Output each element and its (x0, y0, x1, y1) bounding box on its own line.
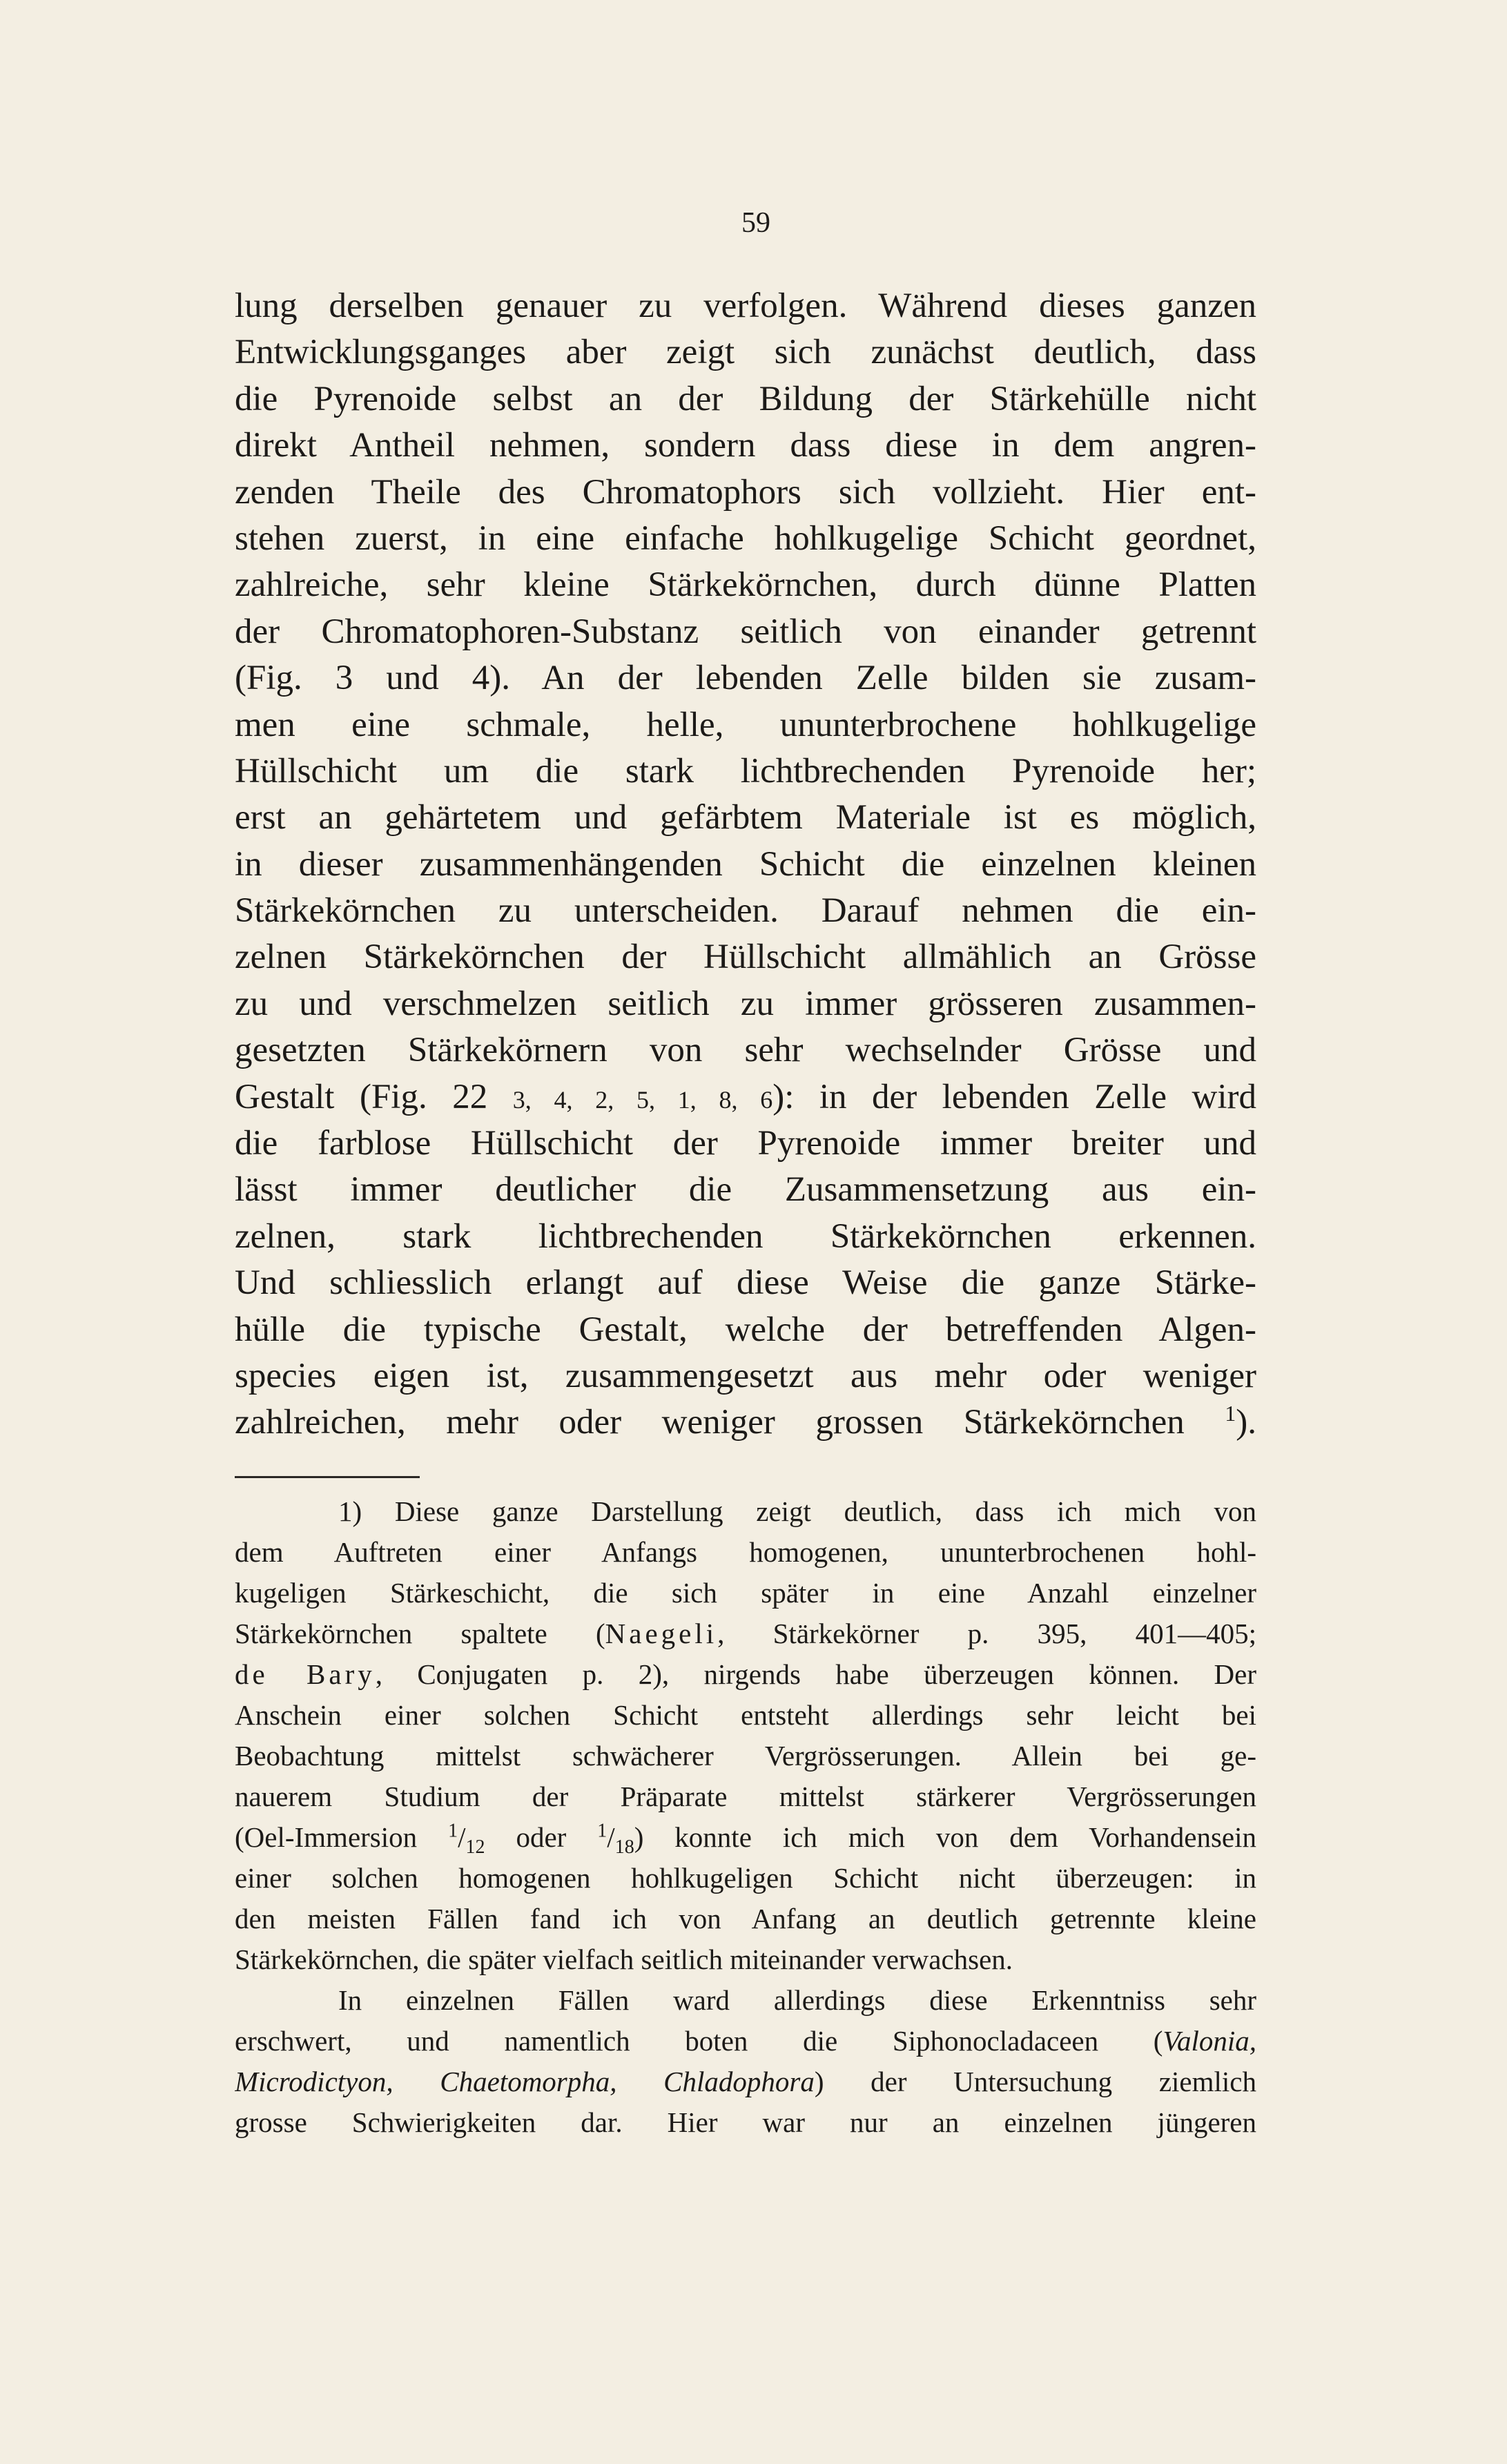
author-name-debary: de Bary (235, 1658, 376, 1690)
footnote-line: (Oel-Immersion $^1/_{12}$ oder $^1/_{18}$) konnte ich mich von dem Vorhandensein (235, 1820, 1256, 1858)
main-text-block (235, 283, 1256, 1446)
footnote-line: nauerem Studium der Präparate mittelst stärkerer Vergrösserungen (235, 1781, 1256, 1812)
author-name-naegeli: Naegeli (605, 1618, 718, 1649)
text-line: Entwicklungsganges aber zeigt sich zunächst deutlich, dass (235, 333, 1256, 372)
footnote-text: oder (485, 1821, 598, 1853)
text-line: zelnen, stark lichtbrechenden Stärkekörnchen erkennen. (235, 1216, 1256, 1256)
text-line: lässt immer deutlicher die Zusammensetzung aus ein- (235, 1170, 1256, 1210)
fraction-denominator: 18 (614, 1836, 634, 1858)
footnote-text: erschwert, und namentlich boten die Siphonocladaceen ( (235, 2025, 1163, 2057)
line-end: ). (1236, 1403, 1256, 1442)
text-line: Hüllschicht um die stark lichtbrechenden Pyrenoide her; (235, 751, 1256, 790)
footnote-line: den meisten Fällen fand ich von Anfang an deutlich getrennte kleine (235, 1903, 1256, 1934)
footnote-text: , Conjugaten p. 2), nirgends habe überzeugen können. Der (375, 1658, 1256, 1690)
footnote-line (235, 1654, 1256, 1695)
footnote-line: In einzelnen Fällen ward allerdings diese Erkenntniss sehr (338, 1984, 1256, 2016)
footnote-line: grosse Schwierigkeiten dar. Hier war nur an einzelnen jüngeren (235, 2106, 1256, 2138)
footnote-line (235, 2021, 1256, 2062)
line-text: zahlreichen, mehr oder weniger grossen Stärkekörnchen (235, 1403, 1185, 1442)
text-line: gesetzten Stärkekörnern von sehr wechselnder Grösse und (235, 1031, 1256, 1070)
text-line-figure-ref (235, 1074, 1256, 1121)
footnote-text: ) der Untersuchung ziemlich (814, 2066, 1256, 2097)
fraction-numerator: 1 (597, 1820, 607, 1842)
text-line: zu und verschmelzen seitlich zu immer grösseren zusammen- (235, 984, 1256, 1023)
footnote-block (235, 1491, 1256, 2143)
figure-subnumbers: 3, 4, 2, 5, 1, 8, 6 (512, 1085, 773, 1114)
text-line: erst an gehärtetem und gefärbtem Materiale ist es möglich, (235, 798, 1256, 837)
text-line: lung derselben genauer zu verfolgen. Während dieses ganzen (235, 287, 1256, 325)
text-line: men eine schmale, helle, ununterbrochene hohlkugelige (235, 705, 1256, 744)
text-line: stehen zuerst, in eine einfache hohlkugelige Schicht geordnet, (235, 518, 1256, 558)
text-line: zelnen Stärkekörnchen der Hüllschicht allmählich an Grösse (235, 938, 1256, 977)
footnote-text: Stärkekörnchen spaltete ( (235, 1618, 605, 1649)
footnote-text: ) konnte ich mich von dem Vorhandensein (634, 1821, 1256, 1853)
line-end: ): in der lebenden Zelle wird (772, 1077, 1256, 1116)
fraction-denominator: 12 (465, 1836, 485, 1858)
text-line: hülle die typische Gestalt, welche der betreffenden Algen- (235, 1310, 1256, 1349)
text-line: Stärkekörnchen zu unterscheiden. Darauf nehmen die ein- (235, 891, 1256, 931)
text-line: direkt Antheil nehmen, sondern dass diese in dem angren- (235, 426, 1256, 465)
line-start: Gestalt (Fig. 22 (235, 1077, 488, 1116)
text-line: die farblose Hüllschicht der Pyrenoide immer breiter und (235, 1124, 1256, 1163)
taxon-names: Microdictyon, Chaetomorpha, Chladophora (235, 2066, 815, 2097)
taxon-name: Valonia, (1163, 2025, 1256, 2057)
text-line: zenden Theile des Chromatophors sich vollzieht. Hier ent- (235, 472, 1256, 512)
footnote-line: Beobachtung mittelst schwächerer Vergrösserungen. Allein bei ge- (235, 1740, 1256, 1772)
footnote-separator (235, 1476, 420, 1478)
text-line-last (235, 1399, 1256, 1446)
text-line: der Chromatophoren-Substanz seitlich von einander getrennt (235, 612, 1256, 651)
text-line: species eigen ist, zusammengesetzt aus mehr oder weniger (235, 1356, 1256, 1395)
footnote-line: dem Auftreten einer Anfangs homogenen, ununterbrochenen hohl- (235, 1536, 1256, 1568)
text-line: in dieser zusammenhängenden Schicht die einzelnen kleinen (235, 844, 1256, 884)
footnote-line: kugeligen Stärkeschicht, die sich später in eine Anzahl einzelner (235, 1577, 1256, 1609)
text-line: zahlreiche, sehr kleine Stärkekörnchen, durch dünne Platten (235, 565, 1256, 605)
fraction-numerator: 1 (448, 1820, 458, 1842)
text-line: (Fig. 3 und 4). An der lebenden Zelle bilden sie zusam- (235, 659, 1256, 698)
footnote-text: (Oel-Immersion (235, 1821, 449, 1853)
footnote-line: einer solchen homogenen hohlkugeligen Schicht nicht überzeugen: in (235, 1862, 1256, 1894)
footnote-line: Stärkekörnchen, die später vielfach seitlich miteinander verwachsen. (235, 1943, 1013, 1975)
page-number: 59 (741, 207, 770, 239)
footnote-line: 1) Diese ganze Darstellung zeigt deutlich, dass ich mich von (338, 1495, 1256, 1527)
footnote-line (235, 2062, 1256, 2102)
footnote-text: , Stärkekörner p. 395, 401—405; (717, 1618, 1256, 1649)
text-line: Und schliesslich erlangt auf diese Weise die ganze Stärke- (235, 1263, 1256, 1303)
footnote-marker: 1 (1225, 1401, 1236, 1426)
text-line: die Pyrenoide selbst an der Bildung der Stärkehülle nicht (235, 379, 1256, 418)
footnote-line (235, 1613, 1256, 1654)
footnote-line: Anschein einer solchen Schicht entsteht allerdings sehr leicht bei (235, 1699, 1256, 1731)
